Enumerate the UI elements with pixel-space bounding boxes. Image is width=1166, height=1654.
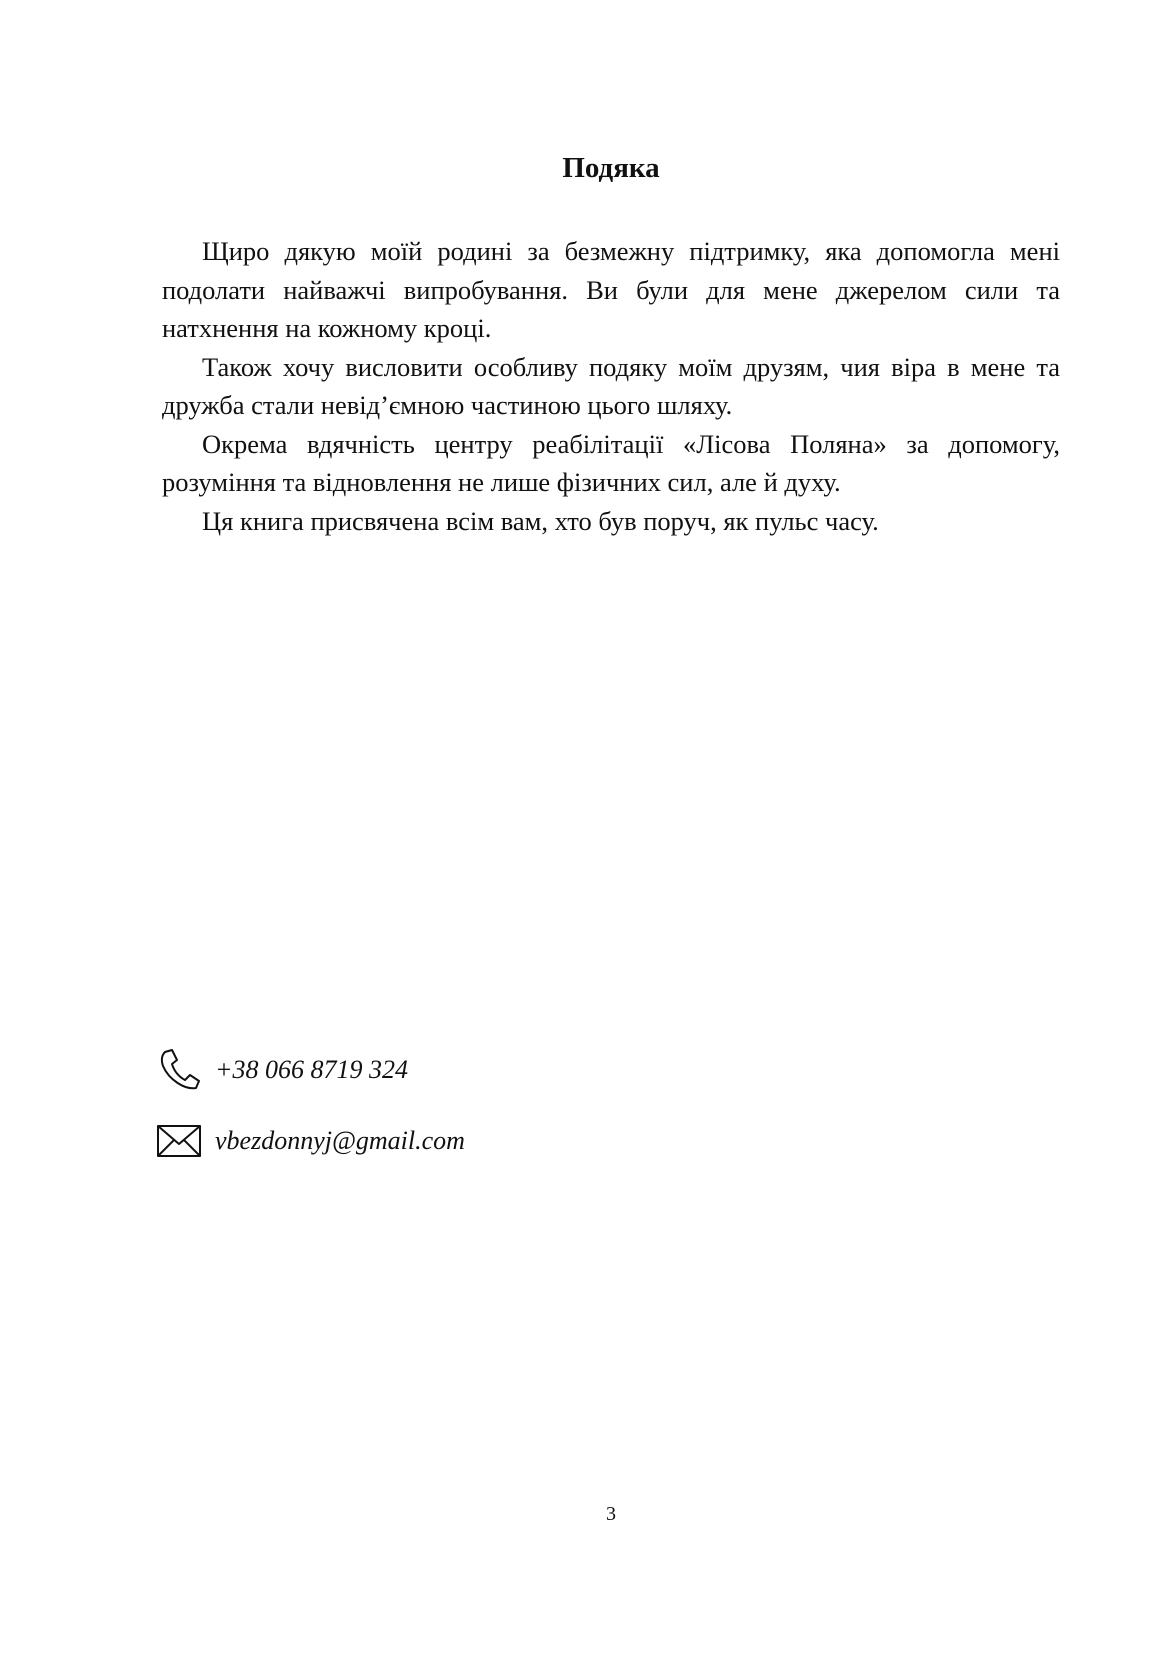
phone-number: +38 066 8719 324 xyxy=(215,1055,409,1084)
paragraph: Окрема вдячність центру реабілітації «Лісова Поляна» за допомогу, розуміння та відновлення не лише фізичних сил, але й духу. xyxy=(162,428,1060,497)
paragraph: Ця книга присвячена всім вам, хто був поруч, як пульс часу. xyxy=(202,505,879,536)
page-title: Подяка xyxy=(562,152,660,184)
phone-icon xyxy=(155,1046,203,1094)
paragraph: Також хочу висловити особливу подяку моїм друзям, чия віра в мене та дружба стали невід’ємною частиною цього шляху. xyxy=(162,351,1060,420)
contact-phone xyxy=(155,1046,408,1094)
contact-email xyxy=(155,1117,465,1165)
email-address: vbezdonnyj@gmail.com xyxy=(215,1126,465,1155)
envelope-icon xyxy=(155,1117,203,1165)
paragraph: Щиро дякую моїй родині за безмежну підтримку, яка допомогла мені подолати найважчі випробування. Ви були для мене джерелом сили та натхнення на кожному кроці. xyxy=(162,236,1060,343)
acknowledgement-text xyxy=(162,232,1060,540)
page-number: 3 xyxy=(606,1503,616,1525)
